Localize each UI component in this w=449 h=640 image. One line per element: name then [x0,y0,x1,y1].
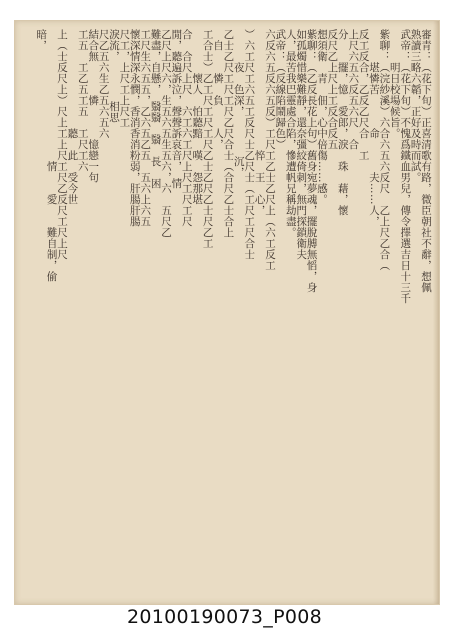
page-edge-shadow [433,21,439,604]
text-column: 人，最苦我巴靈處合陷，慘遭帆兄稱劫盡。 [284,29,297,238]
text-column: 悴 王 心， [253,29,266,216]
text-column: 分 擺，憶 愛郎，淚 珠 藉，懷 [336,29,349,216]
text-column: 閒，聽遍訴泣，聲聲訴哀音， 情 [170,29,183,189]
text-column: 懷人 怕聽黯 嘆 怨那堪 [191,29,204,205]
text-column: 情 愛 難自制，偷 [45,29,58,282]
text-column: ）六工尺工六五工反尺士乙尺士（工尺工尺合士 [243,29,256,260]
text-column: 乙尺上尺六，生五六五生五六，六 五尺乙 [160,29,172,238]
text-column: 尺工，上尺工上尺工 [118,29,131,128]
text-column: 淚流， 相思 [108,29,120,123]
text-column: 熟讀三略六韜，正好及時而試。 [409,29,422,183]
text-column: 武帝：（花下旬）不愧爲鐵血男兒，傳令擇選吉日十三千 [399,29,412,304]
text-column: 尺乙五六生乙五六五六 [97,29,110,139]
document-page [14,20,440,605]
text-column: 工合士）乙工尺工尺工尺乙士乙尺乙士尺乙工 [201,29,214,249]
text-column: 紫聊：（乙反長花上句）舊身宛夢魂，擺脫膊無慆，身 [305,29,318,293]
text-column: 上（士反尺上）尺上工上尺工尺乙反尺工尺上尺 [56,29,68,260]
text-column: 紫聊：（浣紗溪）六合六五六反尺 乙上尺乙合（ [378,29,391,271]
text-column: 合 合尺上尺 六工六工尺上尺工尺工尺 [180,29,193,227]
text-column: 想須衛 青 佃，心中倍傷……感。 [316,29,328,205]
text-column: 明日校場候旨。 [388,29,401,139]
text-column: 反工反合，乙反乙尺合 工 [357,29,370,161]
text-column: 暗， [35,29,48,51]
text-column: 反尺乙上尺上工反合反五 [326,29,339,150]
text-column: 懷深情深永憫，香消香消粉弱，肝腸肝腸 [128,29,141,227]
text-column: 六反六五反六五反）工尺工乙士乙尺上（六工反工 [264,29,276,271]
text-column: 上尺六五六反五六尺 合 [347,29,360,150]
text-column: 如孤燭惜樂難靜，還奈彊絞倚刺，無門探鎖衛夫 [295,29,308,260]
text-column: 聽 此 受今世 [66,29,79,205]
text-column: 夜 色深， 沉， [232,29,245,178]
text-column: 結合無 憐 憶戀一句 [87,29,100,183]
text-column: 工尺生六五五，乙六五乙五 五六上六五 [139,29,152,227]
text-column: 工五 工乙五工五 工尺工六 [76,29,89,172]
text-column: 審青：（花下旬）正喜清歌有路，微臣朝社不辭，想佩 [420,29,432,293]
text-column: 武帝：（反線陷鬧歸色） [274,29,287,150]
text-column: 堪憐苦 命 夫……人， [368,29,380,227]
text-column: 難盡，自懸， 翳翳 翳 長 困 [149,29,162,189]
text-column: 乙士乙尺工尺工尺乙尺合士（合尺乙士合上 [222,29,235,238]
text-column: 自 憐 負 人， [212,29,224,150]
image-caption: 20100190073_P008 [127,606,322,628]
